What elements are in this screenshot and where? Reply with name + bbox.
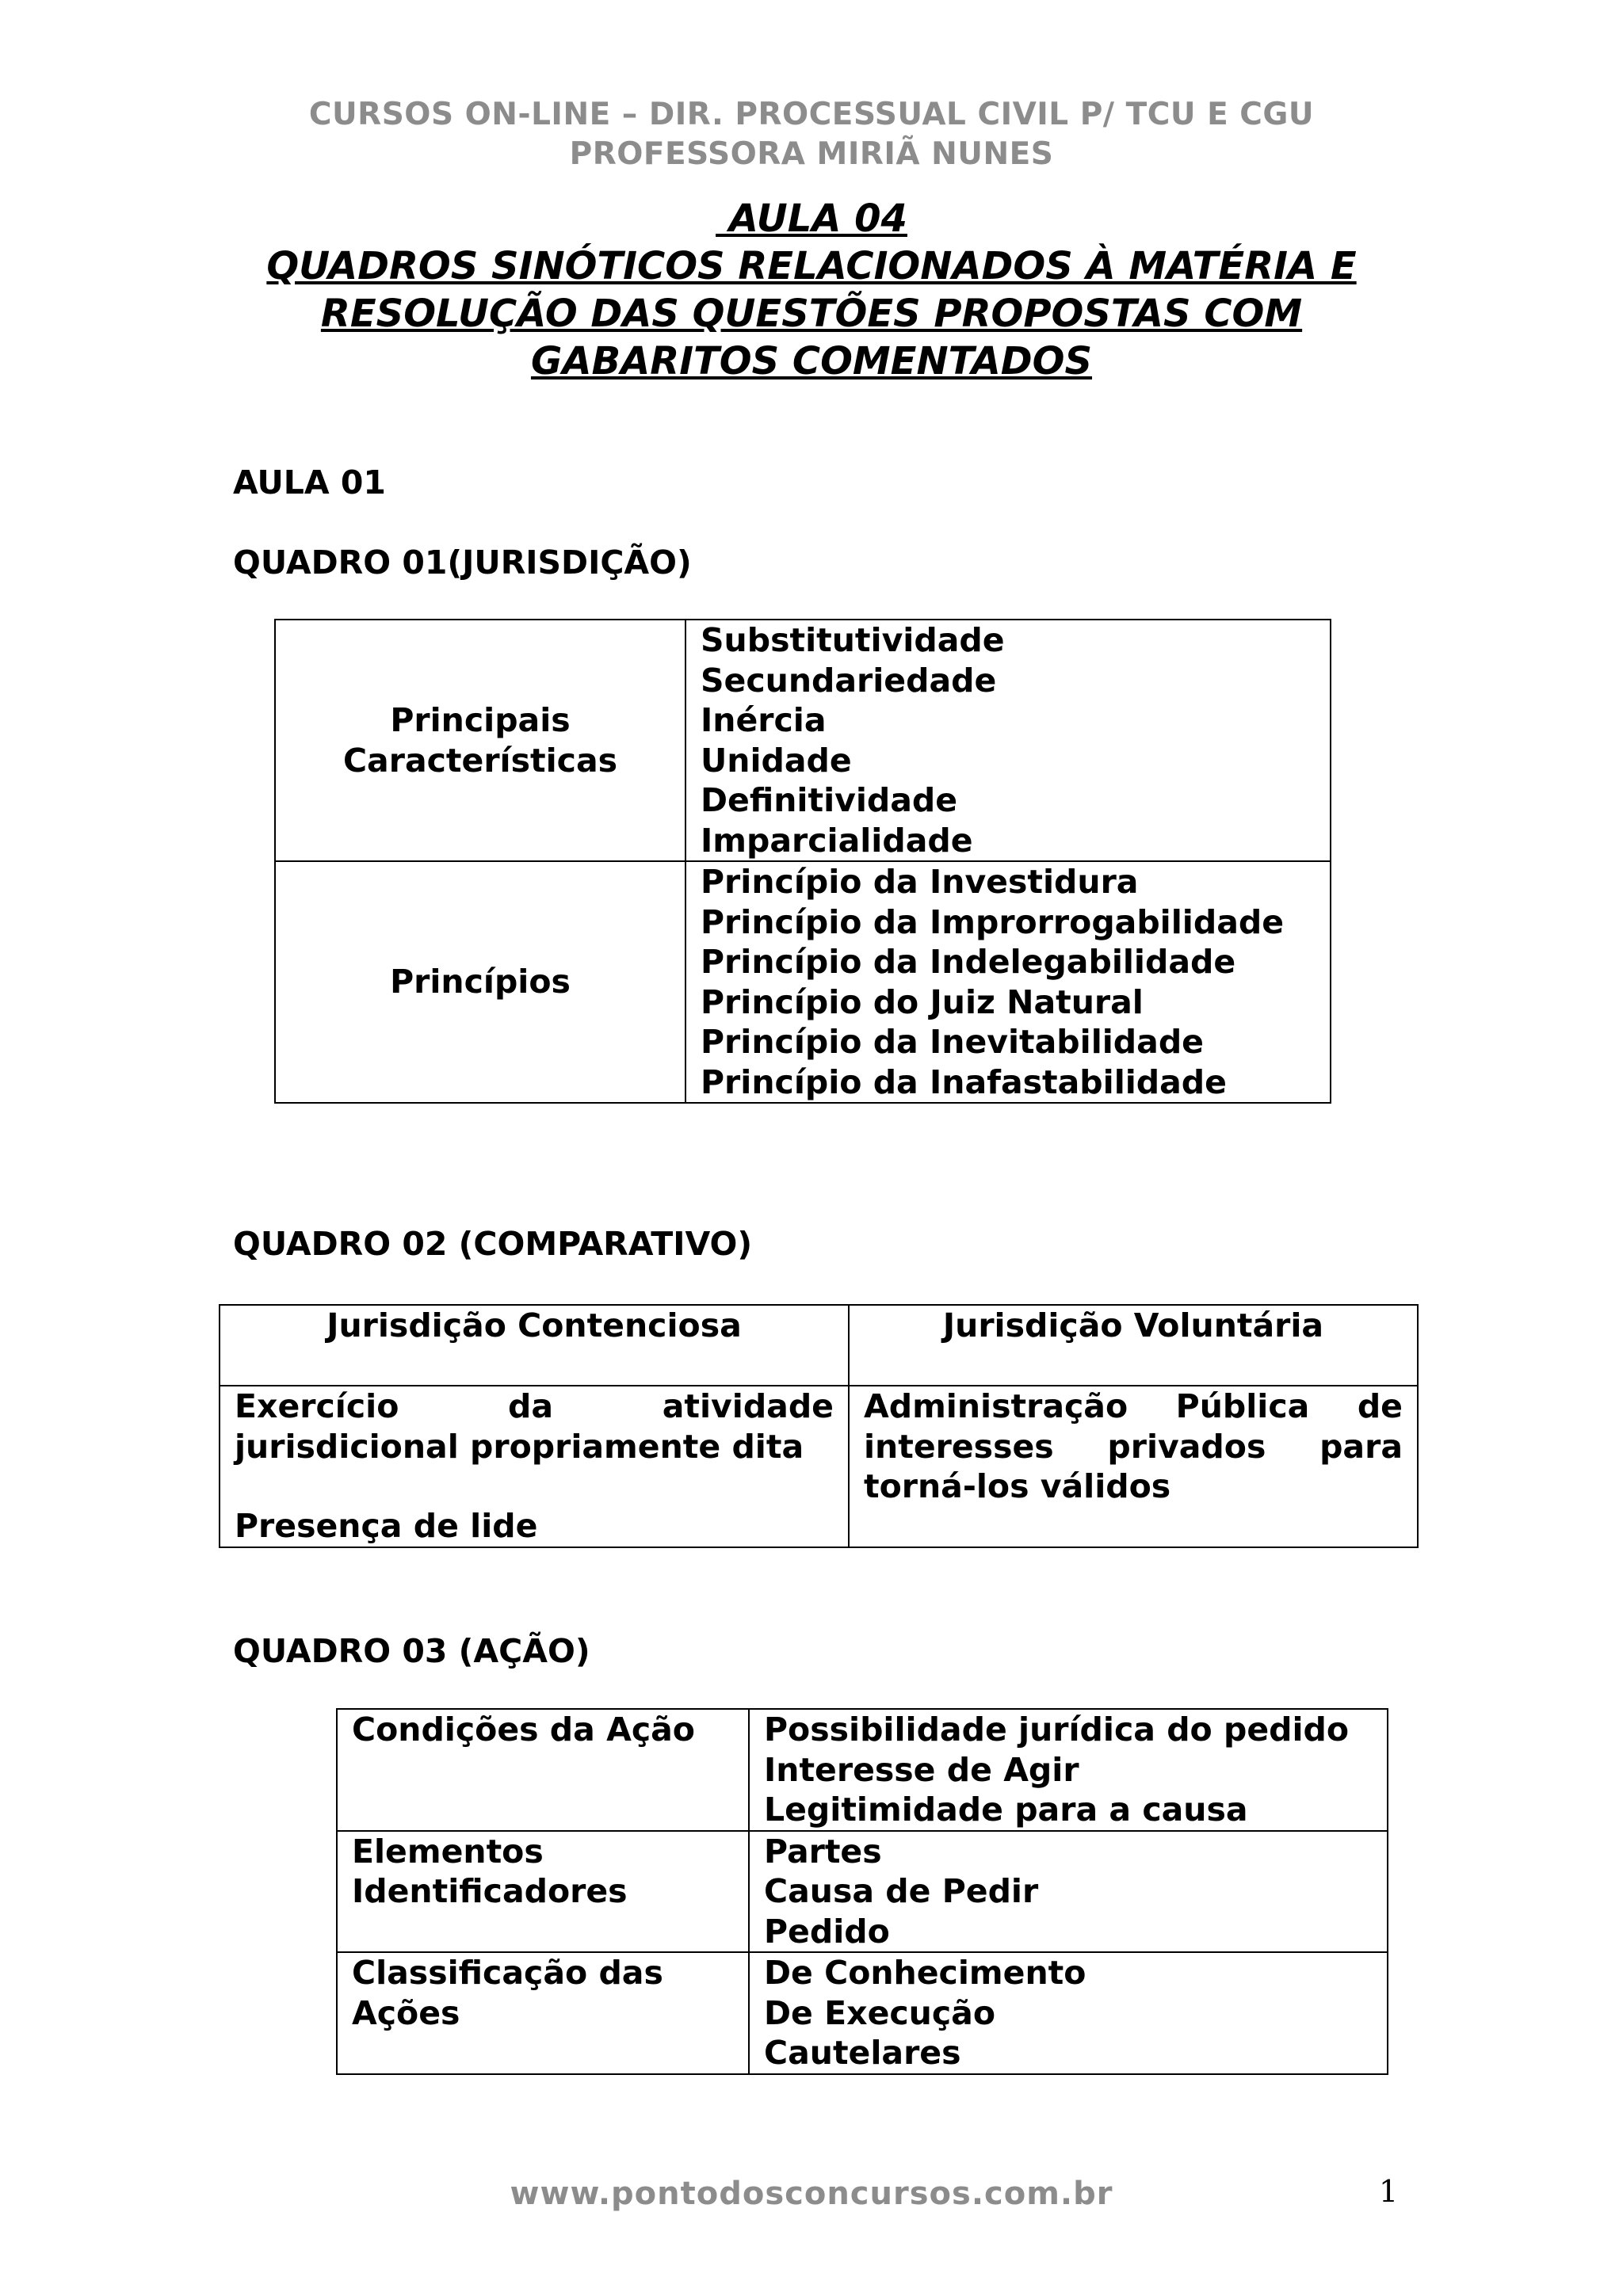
label-cell	[337, 1952, 749, 2074]
label-line: Elementos	[352, 1832, 544, 1871]
items-cell	[749, 1709, 1388, 1831]
voluntaria-cell	[849, 1386, 1418, 1547]
list-item: Cautelares	[764, 2034, 961, 2072]
list-item: Causa de Pedir	[764, 1872, 1039, 1910]
footer-website-url: www.pontodosconcursos.com.br	[510, 2176, 1113, 2212]
list-item: Princípio do Juiz Natural	[701, 982, 1144, 1021]
running-header-course: CURSOS ON-LINE – DIR. PROCESSUAL CIVIL P/ TCU E CGU	[308, 97, 1315, 132]
table-row	[337, 1831, 1388, 1953]
list-item: Unidade	[701, 741, 852, 780]
title-line-4: GABARITOS COMENTADOS	[530, 339, 1093, 383]
list-item: Secundariedade	[701, 661, 997, 700]
items-cell	[685, 620, 1331, 861]
label-line: Ações	[352, 1993, 460, 2032]
column-header-contenciosa: Jurisdição Contenciosa	[220, 1305, 849, 1386]
list-item: Princípio da Indelegabilidade	[701, 943, 1236, 981]
label-line: Identificadores	[352, 1872, 628, 1910]
list-item: De Execução	[764, 1993, 996, 2032]
table-row	[275, 620, 1331, 861]
label-line: Principais	[390, 701, 571, 739]
quadro-03-heading: QUADRO 03 (AÇÃO)	[233, 1632, 590, 1670]
table-row	[337, 1952, 1388, 2074]
running-header-professor: PROFESSORA MIRIÃ NUNES	[569, 136, 1054, 172]
column-header-voluntaria: Jurisdição Voluntária	[849, 1305, 1418, 1386]
list-item: Princípio da Inevitabilidade	[701, 1023, 1204, 1061]
list-item: Pedido	[764, 1912, 890, 1951]
list-item: Legitimidade para a causa	[764, 1791, 1248, 1829]
list-item: Interesse de Agir	[764, 1750, 1079, 1789]
list-item: Princípio da Inafastabilidade	[701, 1062, 1227, 1101]
table-row	[220, 1386, 1418, 1547]
list-item: Definitividade	[701, 781, 958, 819]
list-item: De Conhecimento	[764, 1954, 1086, 1992]
table-row	[275, 861, 1331, 1103]
contenciosa-lide: Presença de lide	[235, 1507, 538, 1545]
lesson-title: AULA 04	[716, 196, 907, 241]
label-line: Princípios	[390, 963, 571, 1001]
label-cell	[275, 620, 685, 861]
list-item: Princípio da Investidura	[701, 863, 1139, 901]
quadro-01-heading: QUADRO 01(JURISDIÇÃO)	[233, 543, 692, 582]
label-line: Classificação das	[352, 1954, 663, 1992]
list-item: Inércia	[701, 701, 827, 739]
list-item: Possibilidade jurídica do pedido	[764, 1711, 1350, 1749]
quadro-03-table	[336, 1708, 1388, 2075]
contenciosa-description: Exercício da atividade jurisdicional propriamente dita	[235, 1387, 834, 1466]
label-line: Condições da Ação	[352, 1711, 695, 1749]
title-line-3: RESOLUÇÃO DAS QUESTÕES PROPOSTAS COM	[320, 292, 1303, 336]
table-row	[337, 1709, 1388, 1831]
list-item: Imparcialidade	[701, 821, 973, 860]
label-cell	[275, 861, 685, 1103]
list-item: Partes	[764, 1832, 882, 1871]
quadro-02-heading: QUADRO 02 (COMPARATIVO)	[233, 1225, 753, 1263]
section-aula-01: AULA 01	[233, 463, 386, 502]
quadro-02-table	[219, 1304, 1419, 1548]
items-cell	[749, 1952, 1388, 2074]
items-cell	[749, 1831, 1388, 1953]
label-cell	[337, 1831, 749, 1953]
items-cell	[685, 861, 1331, 1103]
quadro-01-table	[274, 619, 1331, 1104]
list-item: Substitutividade	[701, 621, 1005, 659]
contenciosa-cell	[220, 1386, 849, 1547]
table-row	[220, 1305, 1418, 1386]
label-line: Características	[342, 741, 618, 780]
page-number: 1	[1379, 2174, 1399, 2209]
list-item: Princípio da Improrrogabilidade	[701, 902, 1285, 941]
title-line-2: QUADROS SINÓTICOS RELACIONADOS À MATÉRIA E	[266, 244, 1357, 288]
voluntaria-description: Administração Pública de interesses privados para torná-los válidos	[864, 1387, 1403, 1505]
label-cell	[337, 1709, 749, 1831]
